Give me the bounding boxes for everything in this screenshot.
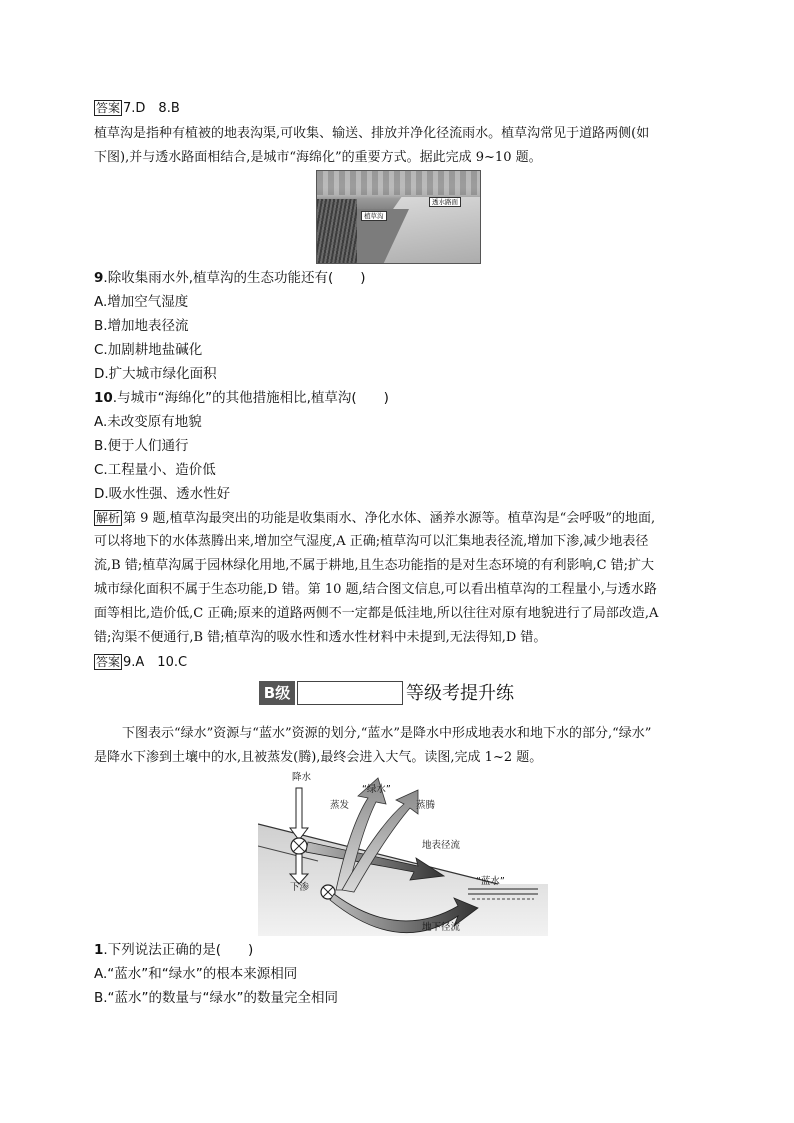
label-rain: 降水	[292, 772, 312, 783]
answer-line-9-10	[94, 654, 187, 671]
photo-label-ditch: 植草沟	[361, 211, 387, 221]
answer-text-2: 9.A 10.C	[123, 655, 188, 670]
label-groundwater-runoff: 地下径流	[422, 922, 461, 933]
water-cycle-diagram	[258, 766, 548, 936]
label-blue-water: “蓝水”	[476, 876, 505, 887]
q10-option-a[interactable]: A.未改变原有地貌	[94, 414, 202, 430]
q1-stem	[94, 942, 253, 959]
q9-option-b[interactable]: B.增加地表径流	[94, 318, 189, 334]
intro2-line-1: 下图表示“绿水”资源与“蓝水”资源的划分,“蓝水”是降水中形成地表水和地下水的部分,“绿水”	[122, 726, 652, 741]
q9-option-d[interactable]: D.扩大城市绿化面积	[94, 366, 217, 382]
rain-arrow	[290, 788, 308, 840]
photo-label-road: 透水路面	[429, 197, 461, 207]
answer-tag-2: 答案	[96, 655, 121, 669]
q10-number: 10	[94, 390, 113, 406]
grass-swale-photo	[316, 170, 481, 264]
level-badge: B级	[259, 681, 295, 705]
answer-tag: 答案	[96, 101, 121, 115]
q9-text: .除收集雨水外,植草沟的生态功能还有( )	[103, 270, 366, 286]
q9-option-a[interactable]: A.增加空气湿度	[94, 294, 189, 310]
q9-option-c[interactable]: C.加剧耕地盐碱化	[94, 342, 203, 358]
analysis-line-3: 流,B 错;植草沟属于园林绿化用地,不属于耕地,且生态功能指的是对生态环境的有利影响,C 错;扩大	[94, 558, 655, 573]
intro-line-1: 植草沟是指种有植被的地表沟渠,可收集、输送、排放并净化径流雨水。植草沟常见于道路两侧(如	[94, 126, 650, 141]
level-banner-title: 等级考提升练	[406, 683, 514, 704]
intro2-line-2: 是降水下渗到土壤中的水,且被蒸发(腾),最终会进入大气。读图,完成 1~2 题。	[94, 750, 543, 765]
label-surface-runoff: 地表径流	[422, 840, 461, 851]
analysis-line-2: 可以将地下的水体蒸腾出来,增加空气湿度,A 正确;植草沟可以汇集地表径流,增加下渗,减少地表径	[94, 534, 649, 549]
analysis-tag: 解析	[96, 511, 121, 525]
answer-text: 7.D 8.B	[123, 101, 180, 116]
analysis-line-5: 面等相比,造价低,C 正确;原来的道路两侧不一定都是低洼地,所以往往对原有地貌进行了局部改造,A	[94, 606, 659, 621]
q1-text: .下列说法正确的是( )	[103, 942, 254, 958]
q1-number: 1	[94, 942, 104, 958]
q10-option-d[interactable]: D.吸水性强、透水性好	[94, 486, 231, 502]
analysis-line-1	[94, 510, 655, 527]
q1-option-a[interactable]: A.“蓝水”和“绿水”的根本来源相同	[94, 966, 298, 982]
q1-option-b[interactable]: B.“蓝水”的数量与“绿水”的数量完全相同	[94, 990, 339, 1006]
q9-stem	[94, 270, 366, 287]
analysis-line-6: 错;沟渠不便通行,B 错;植草沟的吸水性和透水性材料中未提到,无法得知,D 错。	[94, 630, 547, 645]
q9-number: 9	[94, 270, 104, 286]
label-transpiration: 蒸腾	[416, 800, 436, 811]
label-infiltration: 下渗	[290, 882, 310, 893]
q10-option-b[interactable]: B.便于人们通行	[94, 438, 189, 454]
analysis-text-1: 第 9 题,植草沟最突出的功能是收集雨水、净化水体、涵养水源等。植草沟是“会呼吸”的地面,	[123, 511, 656, 526]
answer-line-7-8	[94, 100, 180, 117]
q10-option-c[interactable]: C.工程量小、造价低	[94, 462, 216, 478]
label-green-water: “绿水”	[362, 784, 391, 795]
intro-line-2: 下图),并与透水路面相结合,是城市“海绵化”的重要方式。据此完成 9~10 题。	[94, 150, 542, 165]
level-banner-frame	[297, 681, 403, 705]
label-evaporation: 蒸发	[330, 800, 350, 811]
q10-text: .与城市“海绵化”的其他措施相比,植草沟( )	[112, 390, 389, 406]
q10-stem	[94, 390, 389, 407]
analysis-line-4: 城市绿化面积不属于生态功能,D 错。第 10 题,结合图文信息,可以看出植草沟的工程量小,与透水路	[94, 582, 657, 597]
